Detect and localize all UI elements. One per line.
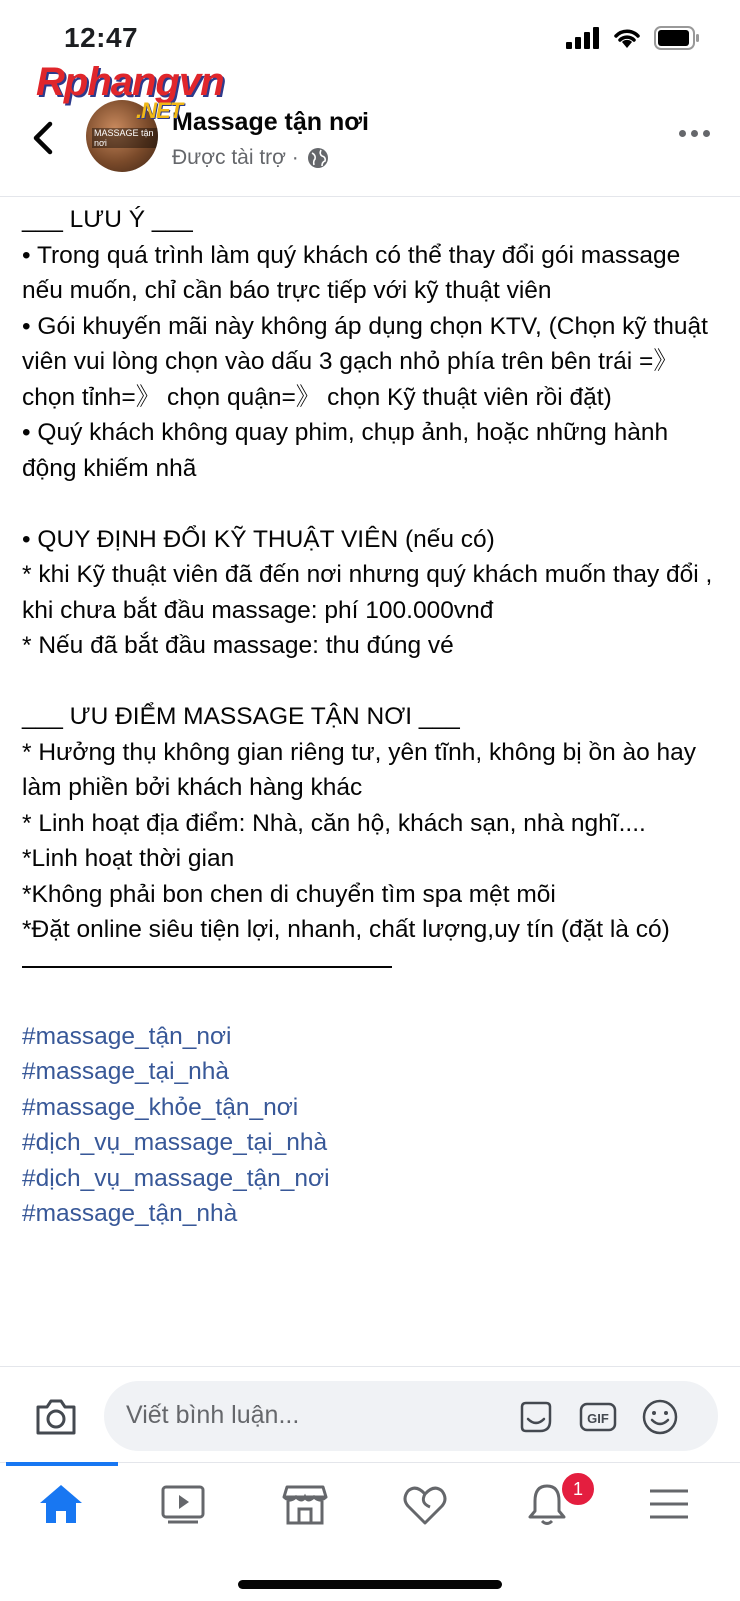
battery-icon	[654, 26, 700, 50]
camera-icon[interactable]	[34, 1397, 78, 1437]
status-icons	[566, 26, 700, 50]
wifi-icon	[612, 27, 642, 49]
notification-badge: 1	[560, 1471, 596, 1507]
separator-line	[22, 965, 392, 968]
watermark-logo: Rphangvn .NET	[36, 60, 224, 123]
status-time: 12:47	[64, 22, 139, 53]
sticker-icon[interactable]	[516, 1397, 556, 1437]
emoji-icon[interactable]	[640, 1397, 680, 1437]
active-tab-indicator	[6, 1462, 118, 1466]
comment-bar	[0, 1366, 740, 1463]
comment-input[interactable]	[104, 1381, 718, 1451]
more-options-icon[interactable]	[679, 130, 710, 137]
svg-text:GIF: GIF	[587, 1411, 609, 1426]
video-icon[interactable]	[158, 1481, 208, 1527]
back-arrow-icon[interactable]	[28, 118, 58, 158]
page-name[interactable]: Massage tận nơi	[172, 108, 369, 136]
avatar-logo-text: MASSAGE tận nơi	[92, 128, 158, 148]
sponsored-text: Được tài trợ ·	[172, 146, 299, 169]
globe-icon	[307, 147, 329, 169]
sponsored-label	[172, 146, 329, 170]
post-text: ___ LƯU Ý ___ • Trong quá trình làm quý khách có thể thay đổi gói massage nếu muốn, chỉ cần báo trực tiếp với kỹ thuật viên • Gói khuyến mãi này không áp dụng chọn KTV, (Chọn kỹ thuật viên vui lòng chọn vào dấu 3 gạch nhỏ phía trên bên trái =》 chọn tỉnh=》 chọn quận=》 chọn Kỹ thuật viên rồi đặt) • Quý khách không quay phim, chụp ảnh, hoặc những hành động khiếm nhã • QUY ĐỊNH ĐỔI KỸ THUẬT VIÊN (nếu có) * khi Kỹ thuật viên đã đến nơi nhưng quý khách muốn thay đổi , khi chưa bắt đầu massage: phí 100.000vnđ * Nếu đã bắt đầu massage: thu đúng vé ___ ƯU ĐIỂM MASSAGE TẬN NƠI ___ * Hưởng thụ không gian riêng tư, yên tĩnh, không bị ồn ào hay làm phiền bởi khách hàng khác * Linh hoạt địa điểm: Nhà, căn hộ, khách sạn, nhà nghĩ.... *Linh hoạt thời gian *Không phải bon chen di chuyển tìm spa mệt mõi *Đặt online siêu tiện lợi, nhanh, chất lượng,uy tín (đặt là có)	[22, 206, 713, 943]
cellular-signal-icon	[566, 27, 600, 49]
menu-icon[interactable]	[644, 1481, 694, 1527]
dating-icon[interactable]	[400, 1481, 450, 1527]
marketplace-icon[interactable]	[280, 1481, 330, 1527]
comment-placeholder: Viết bình luận...	[126, 1401, 300, 1429]
home-icon[interactable]	[36, 1481, 86, 1527]
post-header	[0, 60, 740, 197]
post-body	[22, 202, 722, 1232]
hashtag-list[interactable]: #massage_tận_nơi #massage_tại_nhà #massage_khỏe_tận_nơi #dịch_vụ_massage_tại_nhà #dịch_vụ_massage_tận_nơi #massage_tận_nhà	[22, 1022, 330, 1227]
home-indicator[interactable]	[238, 1580, 502, 1589]
gif-icon[interactable]	[578, 1397, 618, 1437]
